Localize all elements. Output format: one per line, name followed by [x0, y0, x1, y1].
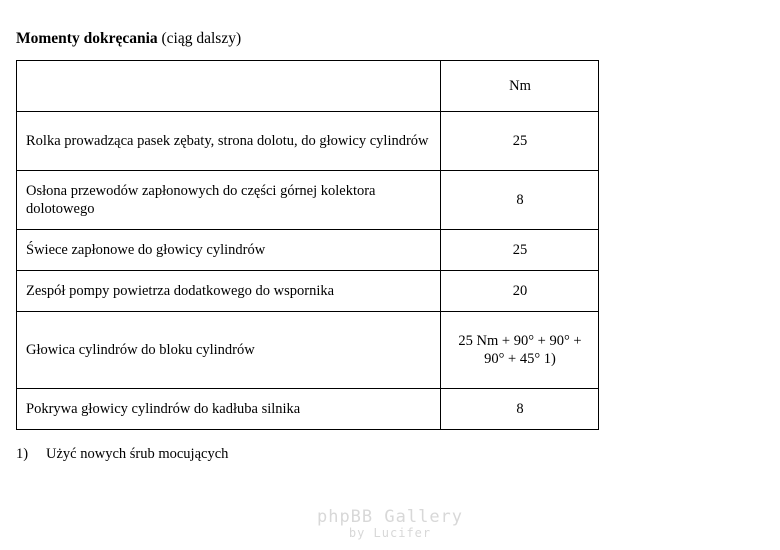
page-title-continuation: (ciąg dalszy) — [161, 30, 242, 47]
watermark-line-1: phpBB Gallery — [316, 507, 464, 527]
table-cell-label: Głowica cylindrów do bloku cylindrów — [17, 312, 441, 389]
table-header-row — [17, 61, 599, 112]
table-cell-label: Pokrywa głowicy cylindrów do kadłuba silnika — [17, 389, 441, 430]
table-row — [17, 230, 599, 271]
table-header-unit: Nm — [441, 61, 599, 112]
footnote-text: Użyć nowych śrub mocujących — [46, 446, 229, 462]
table-cell-value: 8 — [441, 389, 599, 430]
table-row — [17, 389, 599, 430]
table-cell-value: 25 — [441, 230, 599, 271]
footnote — [16, 446, 228, 463]
page-title — [16, 30, 241, 48]
table-header-label — [17, 61, 441, 112]
table-cell-value: 25 — [441, 112, 599, 171]
table-row — [17, 312, 599, 389]
table-cell-label: Rolka prowadząca pasek zębaty, strona dolotu, do głowicy cylindrów — [17, 112, 441, 171]
table-cell-label: Osłona przewodów zapłonowych do części górnej kolektora dolotowego — [17, 171, 441, 230]
torque-table — [16, 60, 599, 430]
table-row — [17, 271, 599, 312]
page-title-main: Momenty dokręcania — [16, 30, 158, 47]
table-cell-label: Zespół pompy powietrza dodatkowego do wspornika — [17, 271, 441, 312]
table-cell-value: 20 — [441, 271, 599, 312]
watermark-line-2: by Lucifer — [348, 525, 432, 540]
table-cell-value: 8 — [441, 171, 599, 230]
table-row — [17, 112, 599, 171]
table-cell-label: Świece zapłonowe do głowicy cylindrów — [17, 230, 441, 271]
table-row — [17, 171, 599, 230]
table-cell-value: 25 Nm + 90° + 90° + 90° + 45° 1) — [441, 312, 599, 389]
watermark — [0, 508, 780, 540]
footnote-marker: 1) — [16, 446, 29, 462]
